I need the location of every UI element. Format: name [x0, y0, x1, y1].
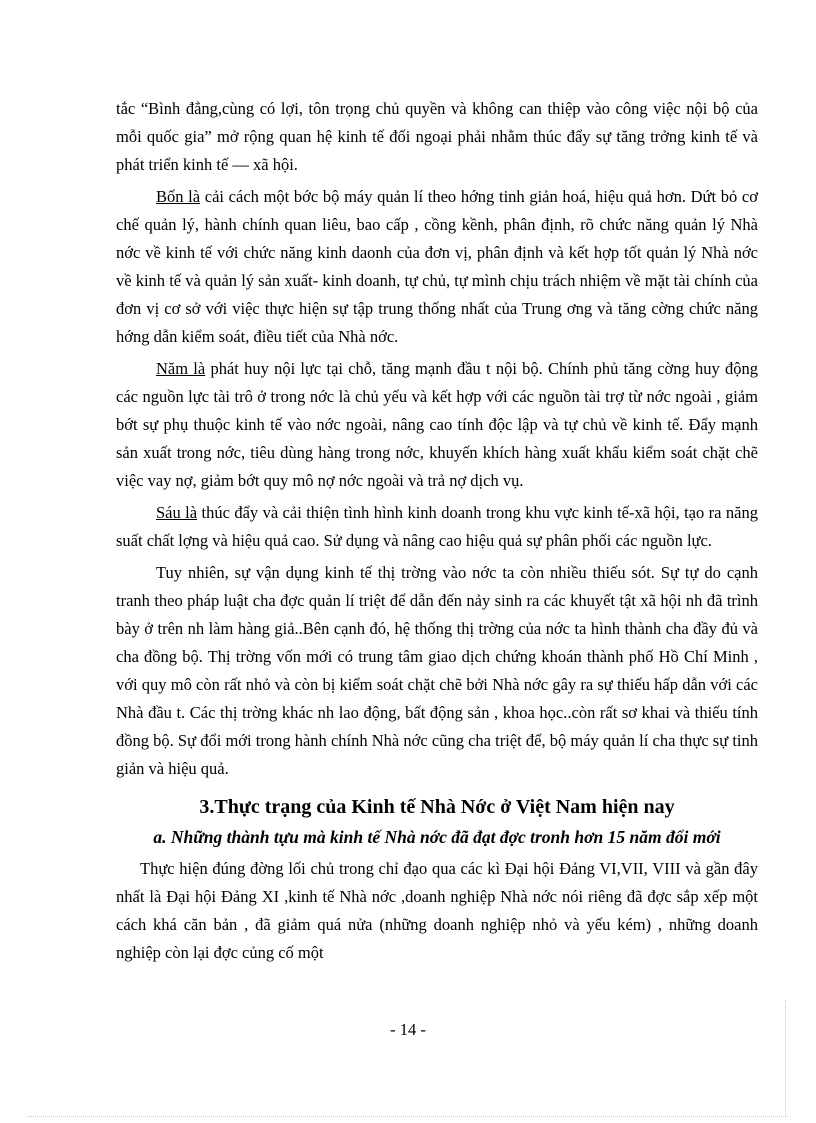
document-body — [116, 95, 758, 971]
paragraph-however: Tuy nhiên, sự vận dụng kinh tế thị trờng vào nớc ta còn nhiều thiếu sót. Sự tự do cạnh tranh theo pháp luật cha đợc quản lí triệt để dẫn đến nảy sinh ra các khuyết tật xã hội nh đã trình bày ở trên nh làm hàng giả..Bên cạnh đó, hệ thống thị trờng của nớc ta hình thành cha đầy đủ và cha đồng bộ. Thị trờng vốn mới có trung tâm giao dịch chứng khoán thành phố Hồ Chí Minh , với quy mô còn rất nhỏ và còn bị kiểm soát chặt chẽ bởi Nhà nớc gây ra sự thiếu hấp dẫn với các Nhà đầu t. Các thị trờng khác nh lao động, bất động sản , khoa học..còn rất sơ khai và thiếu tính đồng bộ. Sự đổi mới trong hành chính Nhà nớc cũng cha triệt để, bộ máy quản lí cha thực sự tinh giản và hiệu quả. — [116, 563, 758, 778]
page-number: - 14 - — [390, 1020, 426, 1039]
section-heading: 3.Thực trạng của Kinh tế Nhà Nớc ở Việt Nam hiện nay — [199, 796, 675, 818]
paragraph-fifth — [116, 355, 758, 495]
paragraph-fourth — [116, 183, 758, 351]
paragraph-fifth-text: phát huy nội lực tại chỗ, tăng mạnh đầu t nội bộ. Chính phủ tăng cờng huy động các nguồn lực tài trô ở trong nớc là chủ yếu và kết hợp với các nguồn tài trợ từ nớc ngoài , giảm bớt sự phụ thuộc kinh tế vào nớc ngoài, nâng cao tính độc lập và tự chủ về kinh tế. Đẩy mạnh sản xuất trong nớc, tiêu dùng hàng trong nớc, khuyến khích hàng xuất khẩu kiểm soát chặt chẽ việc vay nợ, giảm bớt quy mô nợ nớc ngoài và trả nợ dịch vụ. — [116, 359, 758, 490]
page-border-right — [785, 1000, 786, 1116]
paragraph-principles: tắc “Bình đẳng,cùng có lợi, tôn trọng chủ quyền và không can thiệp vào công việc nội bộ của mỗi quốc gia” mở rộng quan hệ kinh tế đối ngoại phải nhằm thúc đẩy sự tăng trởng kinh tế và phát triển kinh tế — xã hội. — [116, 99, 758, 174]
paragraph-sixth — [116, 499, 758, 555]
section-subheading: a. Những thành tựu mà kinh tế Nhà nớc đã đạt đợc tronh hơn 15 năm đổi mới — [153, 827, 721, 847]
paragraph-sixth-text: thúc đẩy và cải thiện tình hình kinh doanh trong khu vực kinh tế-xã hội, tạo ra năng suất chất lợng và hiệu quả cao. Sử dụng và nâng cao hiệu quả sự phân phối các nguồn lực. — [116, 503, 758, 550]
paragraph-sixth-lead: Sáu là — [156, 503, 198, 522]
paragraph-fourth-text: cải cách một bớc bộ máy quản lí theo hớng tinh giản hoá, hiệu quả hơn. Dứt bỏ cơ chế quản lý, hành chính quan liêu, bao cấp , cồng kềnh, phân định, rõ chức năng quản lý Nhà nớc về kinh tế với chức năng kinh daonh của đơn vị, phân định và kết hợp tốt quản lý Nhà nớc về kinh tế và quản lý sản xuất- kinh doanh, tự chủ, tự mình chịu trách nhiệm về mặt tài chính của đơn vị cơ sở với việc thực hiện sự tập trung thống nhất của Trung ơng và tăng cờng chức năng hớng dẫn kiểm soát, điều tiết của Nhà nớc. — [116, 187, 758, 346]
page-border-bottom — [28, 1116, 788, 1117]
paragraph-implementation: Thực hiện đúng đờng lối chủ trong chỉ đạo qua các kì Đại hội Đảng VI,VII, VIII và gần đây nhất là Đại hội Đảng XI ,kinh tế Nhà nớc ,doanh nghiệp Nhà nớc nói riêng đã đợc sắp xếp một cách khá căn bản , đã giảm quá nửa (những doanh nghiệp nhỏ và yếu kém) , những doanh nghiệp còn lại đợc củng cố một — [116, 859, 758, 962]
paragraph-fourth-lead: Bốn là — [156, 187, 201, 206]
paragraph-fifth-lead: Năm là — [156, 359, 206, 378]
